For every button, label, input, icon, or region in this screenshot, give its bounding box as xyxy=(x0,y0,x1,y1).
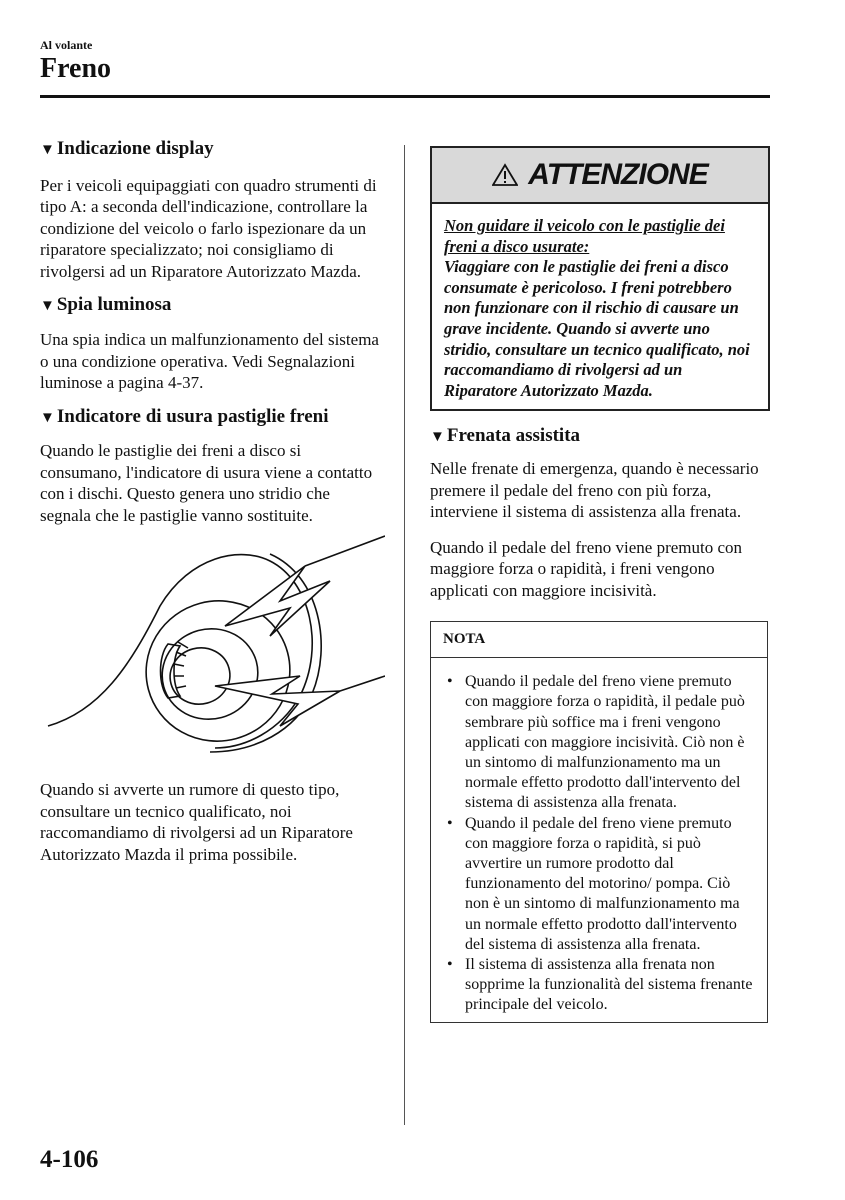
warning-text: Viaggiare con le pastiglie dei freni a disco consumate è pericoloso. I freni potrebbero non funzionare con il rischio di causare un grave incidente. Quando si avverte uno stridio, consultare un tecnico qualificato, noi raccomandiamo di rivolgersi ad un Riparatore Autorizzato Mazda. xyxy=(444,257,750,400)
paragraph-frenata-2: Quando il pedale del freno viene premuto con maggiore forza o rapidità, i freni vengono applicati con maggiore incisività. xyxy=(430,537,743,600)
paragraph-display: Per i veicoli equipaggiati con quadro strumenti di tipo A: a seconda dell'indicazione, controllare la condizione del veicolo o farlo ispezionare da un riparatore specializzato; noi consigliamo di rivolgersi ad un Riparatore Autorizzato Mazda. xyxy=(40,175,377,281)
warning-header xyxy=(432,148,768,204)
paragraph-frenata-1: Nelle frenate di emergenza, quando è necessario premere il pedale del freno con più forza, interviene il sistema di assistenza alla frenata. xyxy=(430,459,759,522)
note-item: • Quando il pedale del freno viene premuto con maggiore forza o rapidità, si può avvertire un rumore prodotto dal funzionamento del motorino/ pompa. Ciò non è un sintomo di malfunzionamento ma un normale effetto prodotto dall'intervento del sistema di assistenza alla frenata. xyxy=(443,814,757,955)
triangle-bullet-icon: ▼ xyxy=(430,429,445,446)
note-list xyxy=(431,658,767,1021)
paragraph-usura: Quando le pastiglie dei freni a disco si consumano, l'indicatore di usura viene a contatto con i dischi. Questo genera uno stridio che segnala che le pastiglie vanno sostituite. xyxy=(40,441,373,525)
right-column xyxy=(430,146,770,1023)
page-title: Freno xyxy=(40,53,112,84)
paragraph-rumore: Quando si avverte un rumore di questo tipo, consultare un tecnico qualificato, noi raccomandiamo di rivolgersi ad un Riparatore Autorizzato Mazda il prima possibile. xyxy=(40,780,353,864)
left-column xyxy=(40,138,385,865)
note-title: NOTA xyxy=(431,622,767,658)
header-rule xyxy=(40,95,770,98)
note-item: • Quando il pedale del freno viene premuto con maggiore forza o rapidità, il pedale può sembrare più soffice ma i freni vengono applicati con maggiore incisività. Ciò non è un sintomo di malfunzionamento ma un normale effetto prodotto dall'intervento del sistema di assistenza alla frenata. xyxy=(443,672,757,813)
section-heading-usura: ▼ Indicatore di usura pastiglie freni xyxy=(40,405,329,427)
triangle-bullet-icon: ▼ xyxy=(40,142,55,158)
triangle-bullet-icon: ▼ xyxy=(40,298,55,315)
paragraph-spia: Una spia indica un malfunzionamento del sistema o una condizione operativa. Vedi Segnalazioni luminose a pagina 4-37. xyxy=(40,330,379,393)
warning-triangle-icon xyxy=(492,163,518,187)
page-number: 4-106 xyxy=(40,1146,99,1173)
note-item: • Il sistema di assistenza alla frenata non sopprime la funzionalità del sistema frenante principale del veicolo. xyxy=(443,955,757,1016)
warning-heading: Non guidare il veicolo con le pastiglie dei freni a disco usurate: xyxy=(444,216,725,256)
triangle-bullet-icon: ▼ xyxy=(40,409,55,426)
warning-box xyxy=(430,146,770,411)
warning-body xyxy=(432,204,768,409)
section-heading-spia: ▼ Spia luminosa xyxy=(40,294,172,316)
brake-wear-indicator-illustration xyxy=(40,526,385,756)
warning-title: ATTENZIONE xyxy=(528,158,708,191)
column-divider xyxy=(404,145,405,1125)
section-heading-display: ▼ Indicazione display xyxy=(40,138,214,159)
section-heading-frenata: ▼ Frenata assistita xyxy=(430,425,581,447)
section-label: Al volante xyxy=(40,38,93,52)
note-box xyxy=(430,621,768,1022)
